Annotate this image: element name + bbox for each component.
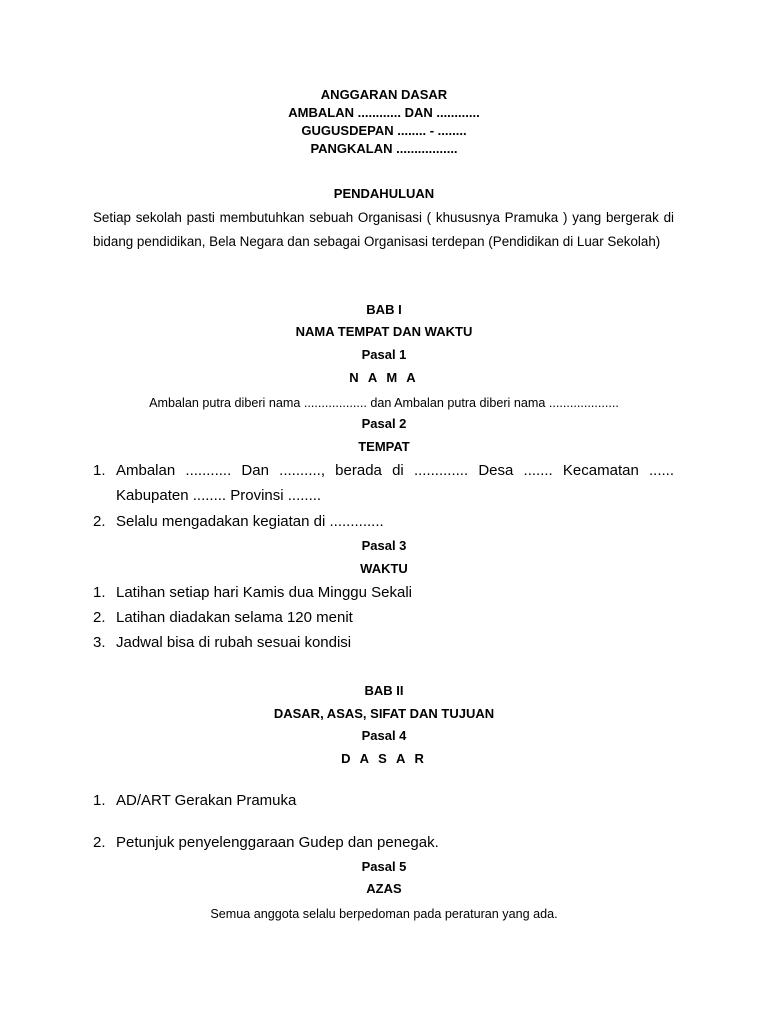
- pasal5-label: Pasal 5: [361, 859, 407, 874]
- list-item: [93, 605, 674, 630]
- bab2-subtitle: DASAR, ASAS, SIFAT DAN TUJUAN: [273, 706, 495, 721]
- list-number: 2.: [93, 513, 106, 530]
- list-text: Ambalan ........... Dan .........., berada di ............. Desa ....... Kecamatan ...... Kabupaten ........ Provinsi ........: [116, 462, 674, 504]
- pasal1-text: Ambalan putra diberi nama .................. dan Ambalan putra diberi nama ....................: [149, 396, 619, 410]
- pasal1-label: Pasal 1: [361, 347, 407, 362]
- list-number: 1.: [93, 792, 106, 809]
- list-item: [93, 580, 674, 605]
- list-text: Jadwal bisa di rubah sesuai kondisi: [116, 634, 352, 651]
- list-text: Petunjuk penyelenggaraan Gudep dan penegak.: [116, 834, 439, 851]
- list-item: [93, 830, 674, 855]
- list-text: Latihan setiap hari Kamis dua Minggu Sekali: [116, 584, 413, 601]
- pendahuluan-heading: PENDAHULUAN: [333, 186, 435, 201]
- pasal5-text: Semua anggota selalu berpedoman pada peraturan yang ada.: [210, 907, 558, 921]
- bab2-title: BAB II: [364, 683, 404, 698]
- doc-title-ambalan: AMBALAN ............ DAN ............: [288, 105, 480, 120]
- list-item: [93, 458, 674, 508]
- bab1-title: BAB I: [366, 302, 402, 317]
- list-text: AD/ART Gerakan Pramuka: [116, 792, 297, 809]
- list-item: [93, 630, 674, 655]
- list-number: 3.: [93, 634, 106, 651]
- bab1-subtitle: NAMA TEMPAT DAN WAKTU: [295, 324, 473, 339]
- list-text: Selalu mengadakan kegiatan di .............: [116, 513, 384, 530]
- list-item: [93, 509, 674, 534]
- pendahuluan-paragraph: Setiap sekolah pasti membutuhkan sebuah Organisasi ( khususnya Pramuka ) yang bergerak di bidang pendidikan, Bela Negara dan sebagai Organisasi terdepan (Pendidikan di Luar Sekolah): [93, 210, 674, 249]
- list-item: [93, 788, 674, 813]
- list-number: 1.: [93, 462, 106, 479]
- list-text: Latihan diadakan selama 120 menit: [116, 609, 353, 626]
- pasal2-label: Pasal 2: [361, 416, 407, 431]
- list-number: 1.: [93, 584, 106, 601]
- pasal1-heading: N A M A: [349, 370, 419, 385]
- list-number: 2.: [93, 834, 106, 851]
- doc-title-pangkalan: PANGKALAN .................: [310, 141, 458, 156]
- pasal3-heading: WAKTU: [360, 561, 408, 576]
- pasal5-heading: AZAS: [366, 881, 402, 896]
- pasal3-label: Pasal 3: [361, 538, 407, 553]
- doc-title: ANGGARAN DASAR: [320, 87, 448, 102]
- list-number: 2.: [93, 609, 106, 626]
- pasal4-heading: D A S A R: [341, 751, 427, 766]
- pasal4-label: Pasal 4: [361, 728, 407, 743]
- doc-title-gugusdepan: GUGUSDEPAN ........ - ........: [301, 123, 467, 138]
- pasal2-heading: TEMPAT: [358, 439, 410, 454]
